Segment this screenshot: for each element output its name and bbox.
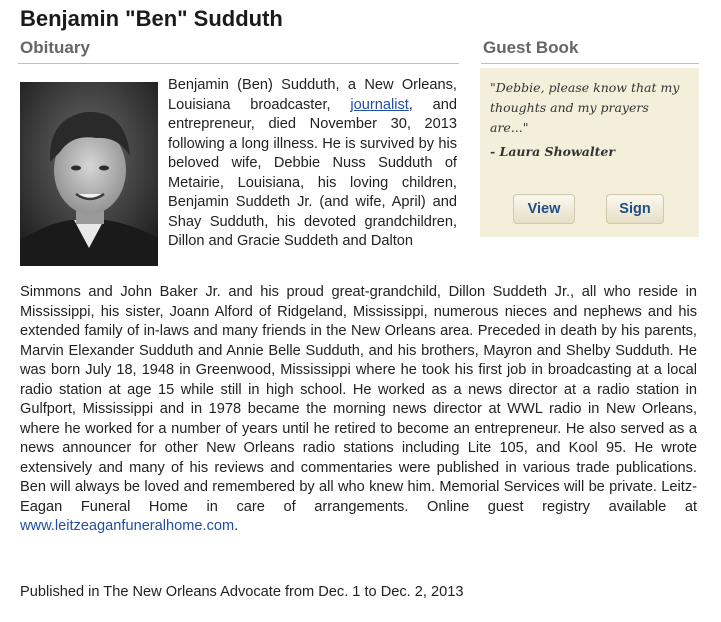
funeral-home-link[interactable]: www.leitzeaganfuneralhome.com [20, 518, 235, 534]
guestbook-panel [480, 68, 699, 237]
body-end: . [234, 518, 239, 534]
body-main-text: Simmons and John Baker Jr. and his proud great-grandchild, Dillon Suddeth Jr., all who reside in Mississippi, his sister, Joann Alford of Ridgeland, Mississippi, numerous nieces and nephews and his extended family of in-laws and many friends in the New Orleans area. Preceded in death by his parents, Marvin Elexander Sudduth and Annie Belle Sudduth, and his brothers, Mayron and Shelby Sudduth. He was born July 18, 1948 in Greenwood, Mississippi where he took his first job in broadcasting at a local radio station at age 15 while still in high school. He worked as a news director at a radio station in Gulfport, Mississippi and in 1978 became the morning news director at WWL radio in New Orleans, where he worked for a number of years until he retired to become an entrepreneur. He also served as a news announcer for other New Orleans radio stations including Lite 105, and Kool 95. He wrote extensively and many of his reviews and commentaries were published in various trade publications. Ben will always be loved and remembered by all who knew him. Memorial Services will be private. Leitz-Eagan Funeral Home in care of arrangements. Online guest registry available at [20, 284, 697, 515]
guestbook-heading: Guest Book [483, 38, 579, 57]
intro-after-link: , and entrepreneur, died November 30, 2013 following a long illness. He is survived by his beloved wife, Debbie Nuss Sudduth of Metairie, Louisiana, his loving children, Benjamin Suddeth Jr. (and wife, April) and Shay Sudduth, his devoted grandchildren, Dillon and Gracie Suddeth and Dalton [168, 96, 457, 249]
intro-before-link: Benjamin (Ben) Sudduth, a New Orleans, Louisiana broadcaster, [168, 77, 457, 113]
journalist-link[interactable]: journalist [350, 96, 409, 113]
guestbook-author: - Laura Showalter [490, 144, 615, 159]
view-button[interactable]: View [513, 194, 575, 224]
page-title: Benjamin "Ben" Sudduth [20, 6, 283, 31]
obituary-body [20, 283, 697, 537]
obituary-intro [20, 76, 457, 271]
sign-button[interactable]: Sign [606, 194, 664, 224]
published-line: Published in The New Orleans Advocate from Dec. 1 to Dec. 2, 2013 [20, 584, 464, 600]
guestbook-quote: "Debbie, please know that my thoughts and my prayers are..." [490, 80, 680, 135]
obituary-divider [18, 63, 459, 64]
obituary-heading: Obituary [20, 38, 90, 57]
guestbook-divider [481, 63, 699, 64]
